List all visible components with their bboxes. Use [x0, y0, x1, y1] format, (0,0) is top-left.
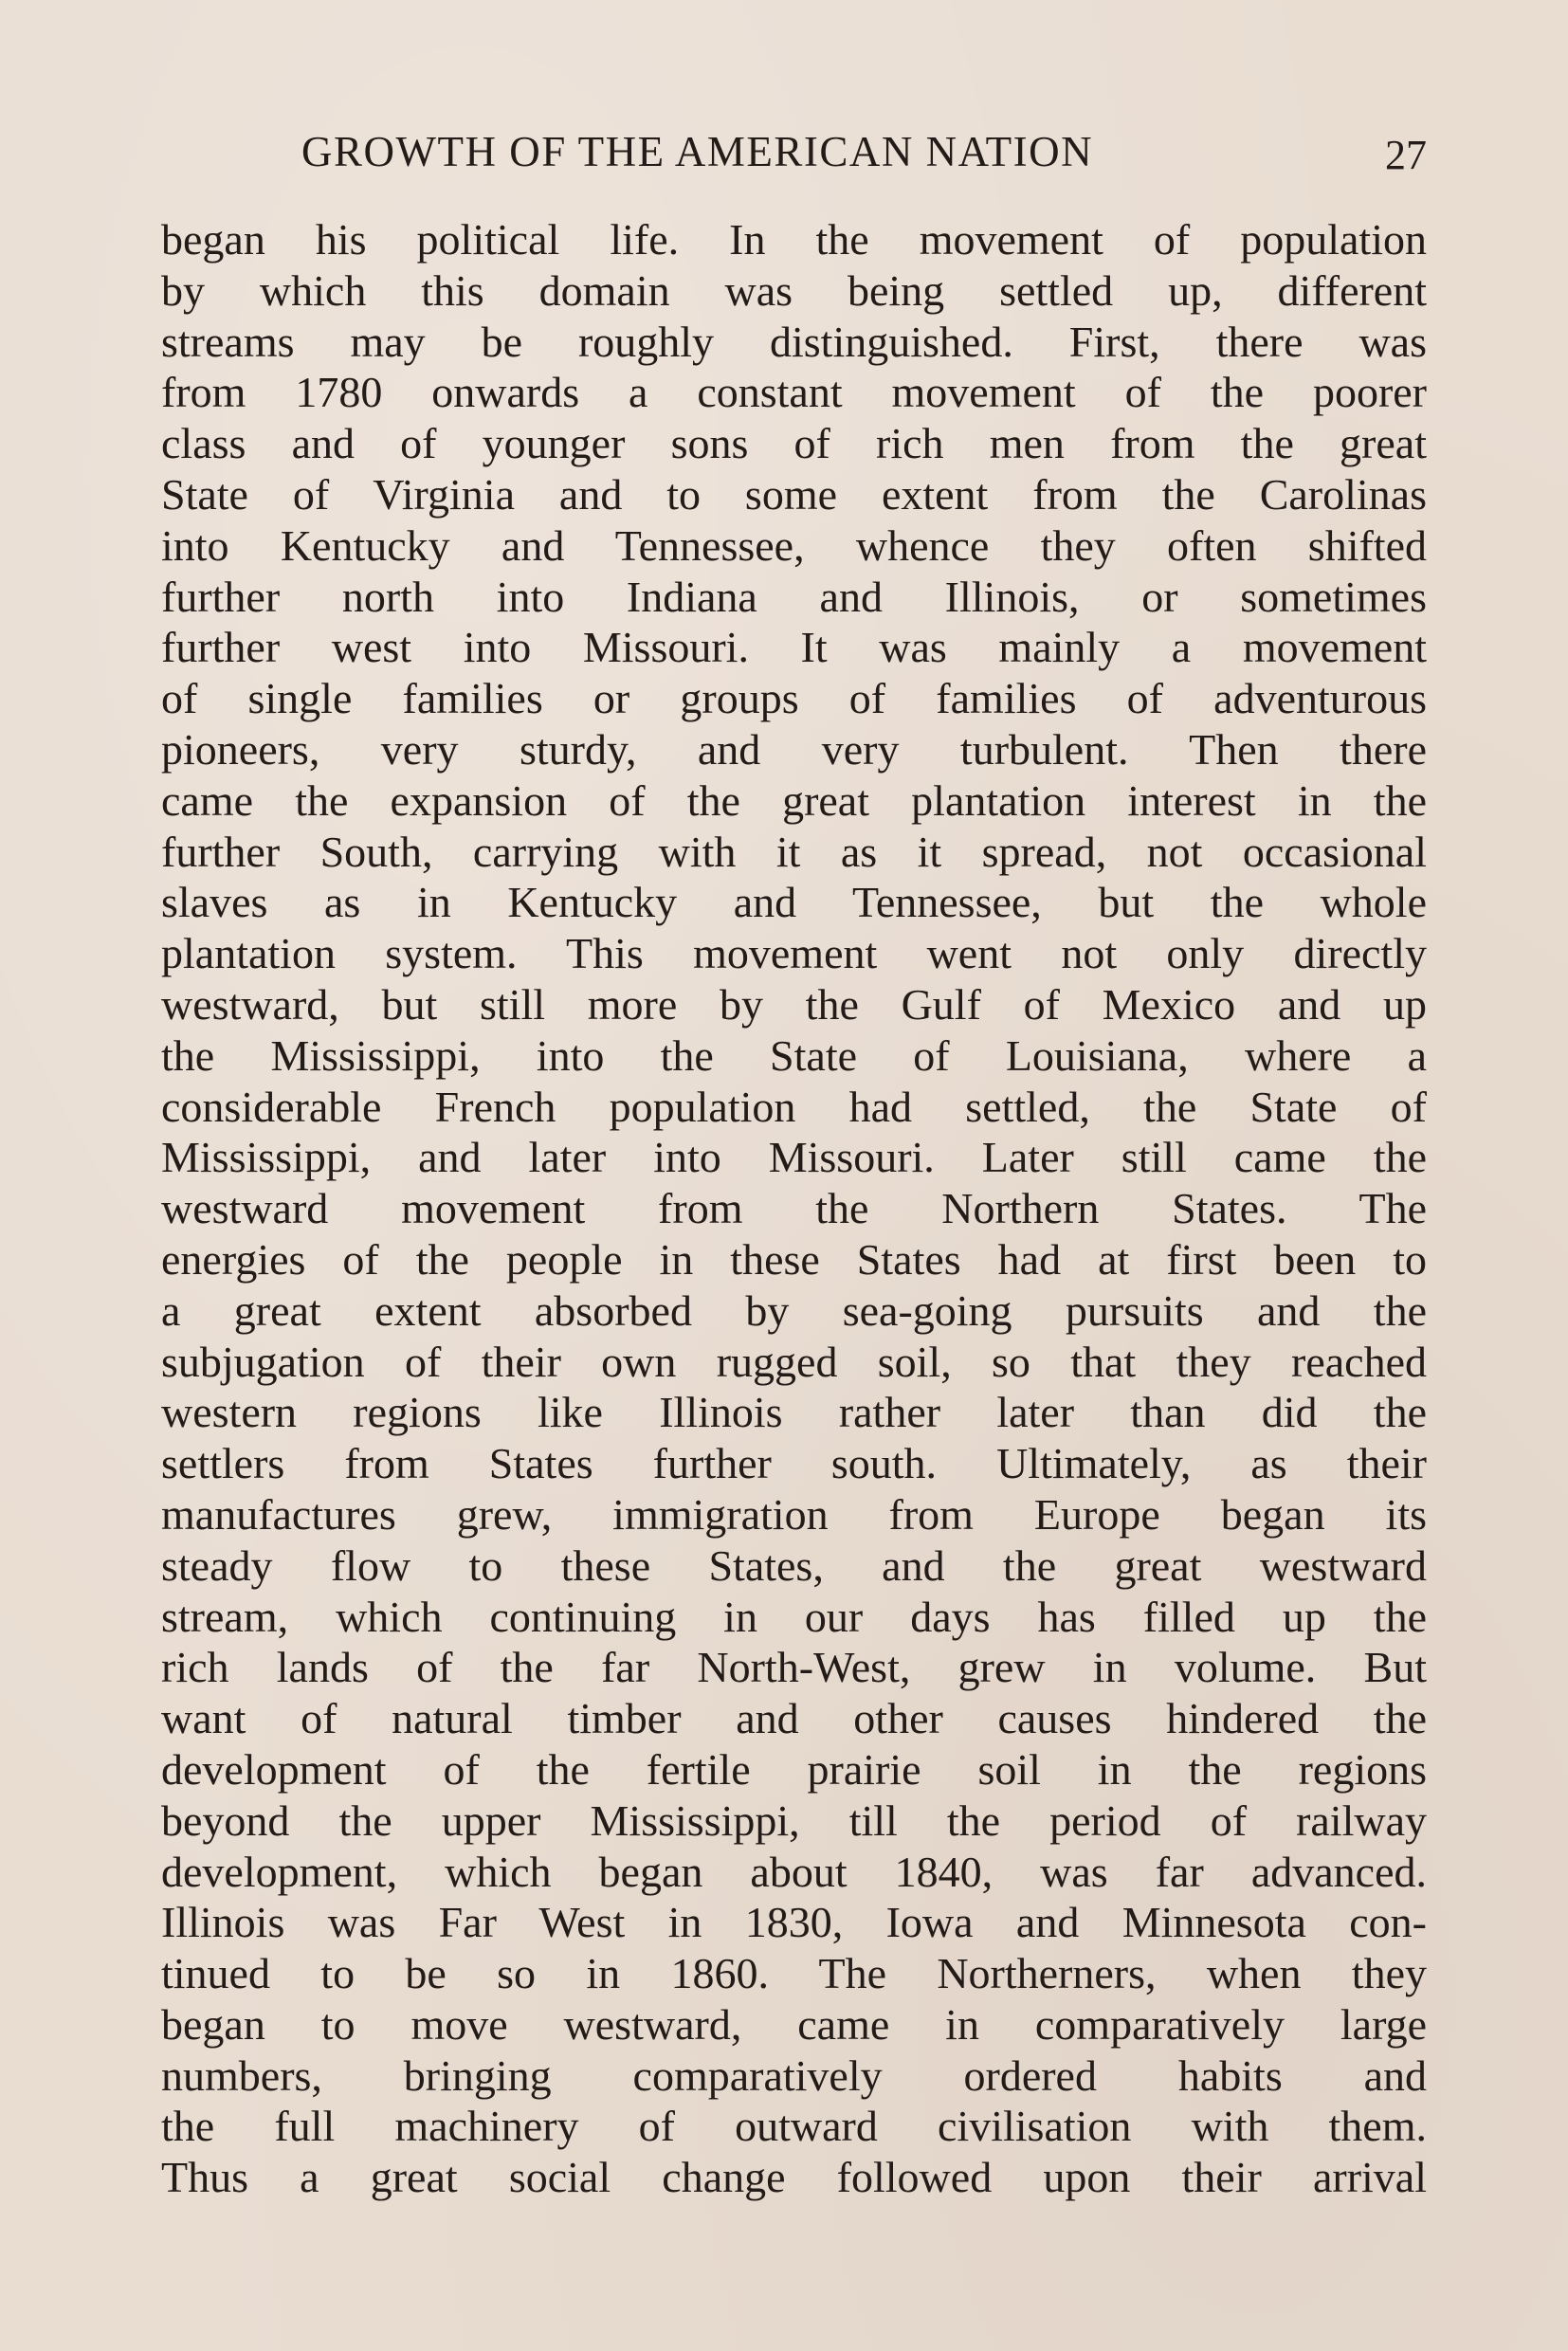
text-line: western regions like Illinois rather later than did the	[161, 1388, 1427, 1437]
text-line: Thus a great social change followed upon their arrival	[161, 2153, 1427, 2202]
text-line: rich lands of the far North-West, grew in volume. But	[161, 1643, 1427, 1692]
text-line: Illinois was Far West in 1830, Iowa and Minnesota con-	[161, 1898, 1427, 1947]
text-line: tinued to be so in 1860. The Northerners, when they	[161, 1949, 1427, 1998]
text-line: development of the fertile prairie soil in the regions	[161, 1744, 1427, 1794]
text-line: settlers from States further south. Ultimately, as their	[161, 1439, 1427, 1488]
text-line: steady flow to these States, and the great westward	[161, 1540, 1427, 1590]
text-line: of single families or groups of families of adventurous	[161, 674, 1427, 723]
text-line: further west into Missouri. It was mainly a movement	[161, 623, 1427, 672]
running-title: GROWTH OF THE AMERICAN NATION	[301, 128, 1094, 175]
text-line: by which this domain was being settled up, different	[161, 265, 1427, 315]
text-line: into Kentucky and Tennessee, whence they often shifted	[161, 520, 1427, 570]
running-head	[161, 121, 1427, 188]
text-line: plantation system. This movement went not only directly	[161, 929, 1427, 978]
text-line: development, which began about 1840, was far advanced.	[161, 1847, 1427, 1896]
body-text	[161, 214, 1427, 2203]
text-line: further north into Indiana and Illinois, or sometimes	[161, 572, 1427, 621]
text-line: the Mississippi, into the State of Louisiana, where a	[161, 1030, 1427, 1080]
text-line: the full machinery of outward civilisation with them.	[161, 2102, 1427, 2151]
text-line: began his political life. In the movement of population	[161, 215, 1427, 264]
text-line: from 1780 onwards a constant movement of the poorer	[161, 368, 1427, 417]
text-line: beyond the upper Mississippi, till the period of railway	[161, 1795, 1427, 1845]
text-line: westward, but still more by the Gulf of Mexico and up	[161, 979, 1427, 1029]
text-line: numbers, bringing comparatively ordered habits and	[161, 2050, 1427, 2100]
text-line: pioneers, very sturdy, and very turbulent. Then there	[161, 724, 1427, 774]
text-line: slaves as in Kentucky and Tennessee, but the whole	[161, 878, 1427, 927]
text-line: westward movement from the Northern States. The	[161, 1184, 1427, 1233]
text-line: State of Virginia and to some extent from the Carolinas	[161, 469, 1427, 519]
text-line: came the expansion of the great plantation interest in the	[161, 775, 1427, 825]
text-line: further South, carrying with it as it spread, not occasional	[161, 827, 1427, 876]
text-line: a great extent absorbed by sea-going pursuits and the	[161, 1285, 1427, 1335]
text-line: want of natural timber and other causes hindered the	[161, 1694, 1427, 1743]
text-line: subjugation of their own rugged soil, so that they reached	[161, 1337, 1427, 1386]
text-line: Mississippi, and later into Missouri. Later still came the	[161, 1133, 1427, 1182]
text-line: manufactures grew, immigration from Europe began its	[161, 1489, 1427, 1539]
text-line: streams may be roughly distinguished. First, there was	[161, 317, 1427, 366]
text-line: considerable French population had settled, the State of	[161, 1082, 1427, 1131]
page-number: 27	[1385, 132, 1427, 178]
text-line: stream, which continuing in our days has filled up the	[161, 1592, 1427, 1641]
text-line: energies of the people in these States had at first been to	[161, 1234, 1427, 1284]
text-line: class and of younger sons of rich men from the great	[161, 419, 1427, 468]
text-line: began to move westward, came in comparatively large	[161, 1999, 1427, 2049]
